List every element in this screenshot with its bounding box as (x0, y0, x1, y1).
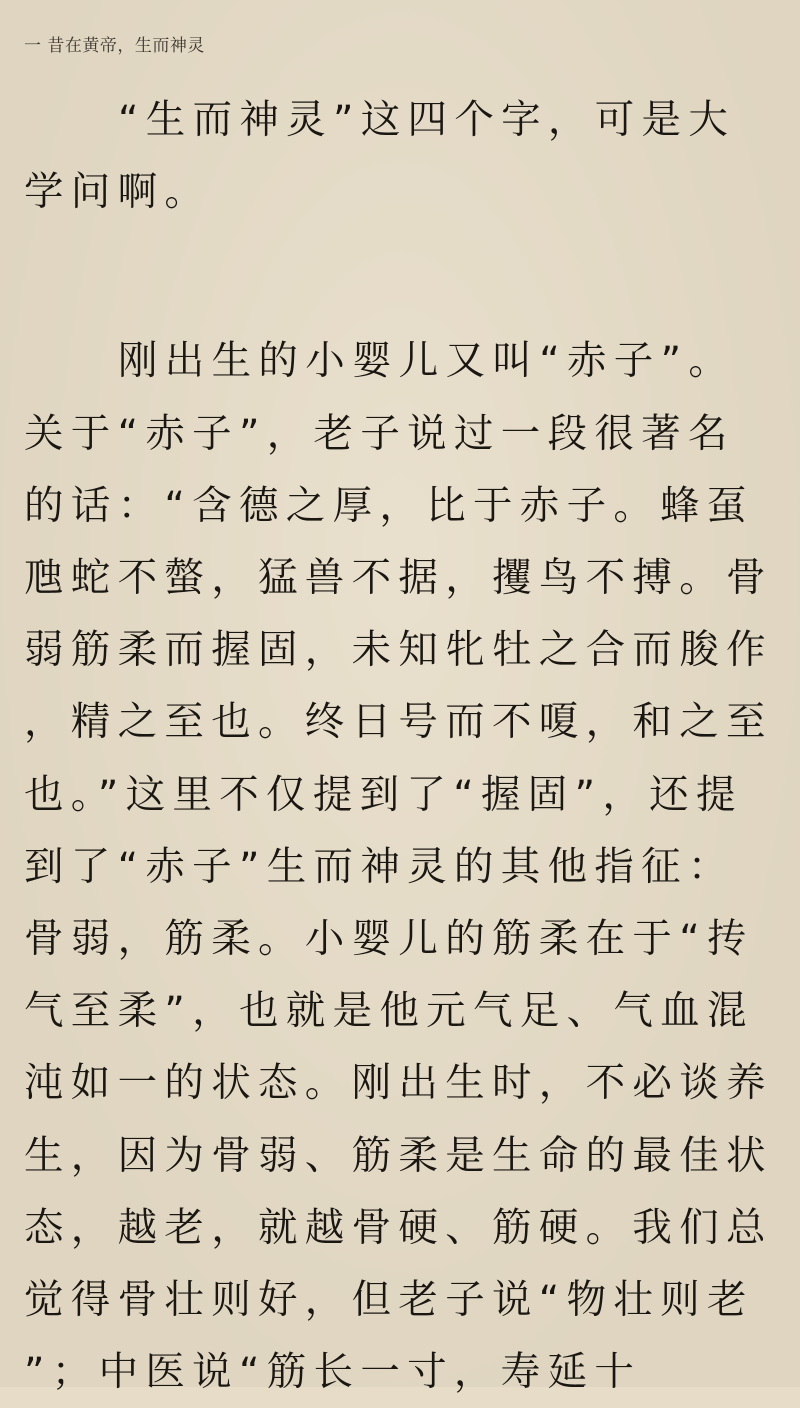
article-body[interactable] (24, 84, 776, 1408)
paragraph: 刚出生的小婴儿又叫“赤子”。关于“赤子”，老子说过一段很著名的话：“含德之厚，比于赤子。蜂虿虺蛇不螫，猛兽不据，攫鸟不搏。骨弱筋柔而握固，未知牝牡之合而朘作，精之至也。终日号而不嗄，和之至也。”这里不仅提到了“握固”，还提到了“赤子”生而神灵的其他指征：骨弱，筋柔。小婴儿的筋柔在于“抟气至柔”，也就是他元气足、气血混沌如一的状态。刚出生时，不必谈养生，因为骨弱、筋柔是生命的最佳状态，越老，就越骨硬、筋硬。我们总觉得骨壮则好，但老子说“物壮则老”；中医说“筋长一寸，寿延十 (24, 338, 773, 1396)
paragraph: “生而神灵”这四个字，可是大学问啊。 (24, 97, 736, 216)
chapter-header: 一 昔在黄帝，生而神灵 (24, 36, 205, 56)
